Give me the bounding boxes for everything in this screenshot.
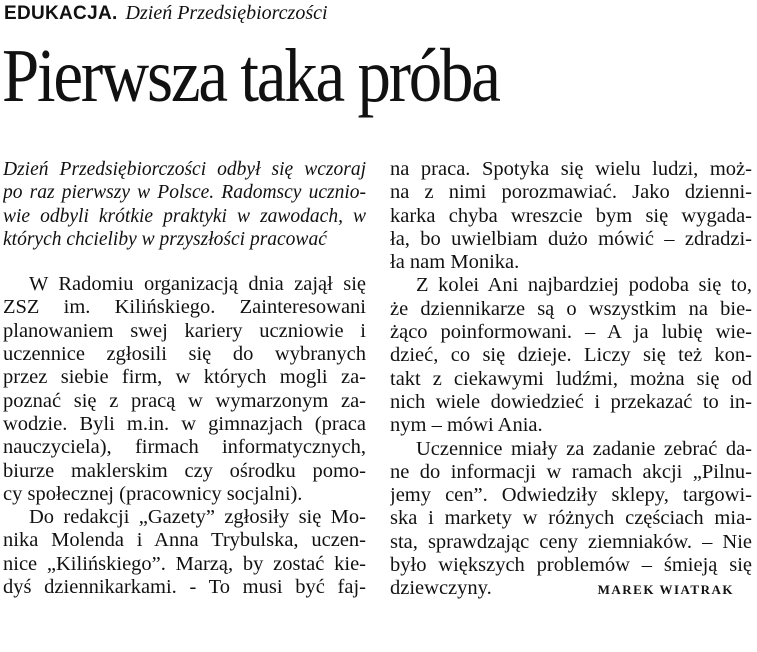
body-paragraph — [3, 273, 366, 506]
body-line: ZSZ im. Kilińskiego. Zainteresowani — [3, 296, 366, 319]
body-line: było większych problemów – śmieją się — [390, 554, 752, 577]
lead-line: Dzień Przedsiębiorczości odbył się wczoraj — [3, 159, 366, 180]
body-line: takt z ciekawymi ludźmi, można się od — [390, 367, 752, 390]
body-paragraph — [390, 274, 752, 437]
body-line: ła nam Monika. — [390, 251, 520, 274]
lead-line: po raz pierwszy w Polsce. Radomscy ucznio- — [3, 182, 366, 204]
lead-line: wie odbyli krótkie praktyki w zawodach, w — [3, 205, 366, 227]
body-paragraph — [390, 158, 752, 274]
author-signature: MAREK WIATRAK — [597, 582, 734, 598]
body-line: Uczennice miały za zadanie zebrać da- — [416, 437, 752, 460]
body-line: ska i markety w różnych częściach mia- — [390, 507, 752, 530]
left-column — [3, 158, 366, 599]
spacer — [3, 251, 366, 273]
body-line: Z kolei Ani najbardziej podoba się to, — [416, 274, 752, 297]
body-line: nika Molenda i Anna Trybulska, uczen- — [3, 529, 366, 552]
body-line: dzieć, co się dzieje. Liczy się też kon- — [390, 344, 752, 367]
kicker — [4, 2, 328, 25]
body-line: przez siebie firm, w których mogli za- — [3, 366, 366, 389]
headline: Pierwsza taka próba — [2, 34, 499, 118]
body-line: ła, bo uwielbiam dużo mówić – zdradzi- — [390, 227, 752, 250]
body-line: nym – mówi Ania. — [390, 414, 543, 437]
body-line: biurze maklerskim czy ośrodku pomo- — [3, 459, 366, 482]
body-line: jemy cen”. Odwiedziły sklepy, targowi- — [390, 484, 752, 507]
body-line: żąco poinformowani. – A ja lubię wie- — [390, 321, 752, 344]
body-line: dyś dziennikarkami. - To musi być faj- — [3, 576, 366, 599]
body-paragraph — [3, 506, 366, 599]
body-line: cy społecznej (pracownicy socjalni). — [3, 482, 303, 505]
body-line: sta, sprawdzając ceny ziemniaków. – Nie — [390, 530, 752, 553]
body-line: poznać się z pracą w wymarzonym za- — [3, 389, 366, 412]
body-line: planowaniem swej kariery uczniowie i — [3, 319, 366, 342]
body-line: wodzie. Byli m.in. w gimnazjach (praca — [3, 412, 366, 435]
body-line: uczennice zgłosili się do wybranych — [3, 343, 366, 366]
body-line: nauczyciela), firmach informatycznych, — [3, 436, 366, 459]
closing-line — [390, 577, 752, 600]
lead-paragraph — [3, 158, 366, 251]
body-paragraph — [390, 438, 752, 601]
section-subtitle: Dzień Przedsiębiorczości — [125, 2, 328, 24]
body-line: na z nimi porozmawiać. Jako dzienni- — [390, 181, 752, 204]
section-label: EDUKACJA. — [4, 3, 118, 24]
right-column — [390, 158, 752, 601]
body-line: ne do informacji w ramach akcji „Pilnu- — [390, 460, 752, 483]
body-line: W Radomiu organizacją dnia zajął się — [29, 273, 366, 296]
body-line: nice „Kilińskiego”. Marzą, by zostać kie- — [3, 552, 366, 575]
body-line: na praca. Spotyka się wielu ludzi, moż- — [390, 158, 752, 180]
body-line: nich wiele dowiedzieć i przekazać to in- — [390, 390, 752, 413]
lead-line: których chcieliby w przyszłości pracować — [3, 228, 327, 250]
body-line: karka chyba wreszcie bym się wygada- — [390, 204, 752, 227]
body-line: że dziennikarze są o wszystkim na bie- — [390, 297, 752, 320]
body-line: Do redakcji „Gazety” zgłosiły się Mo- — [29, 506, 366, 529]
closing-text: dziewczyny. — [390, 577, 492, 600]
